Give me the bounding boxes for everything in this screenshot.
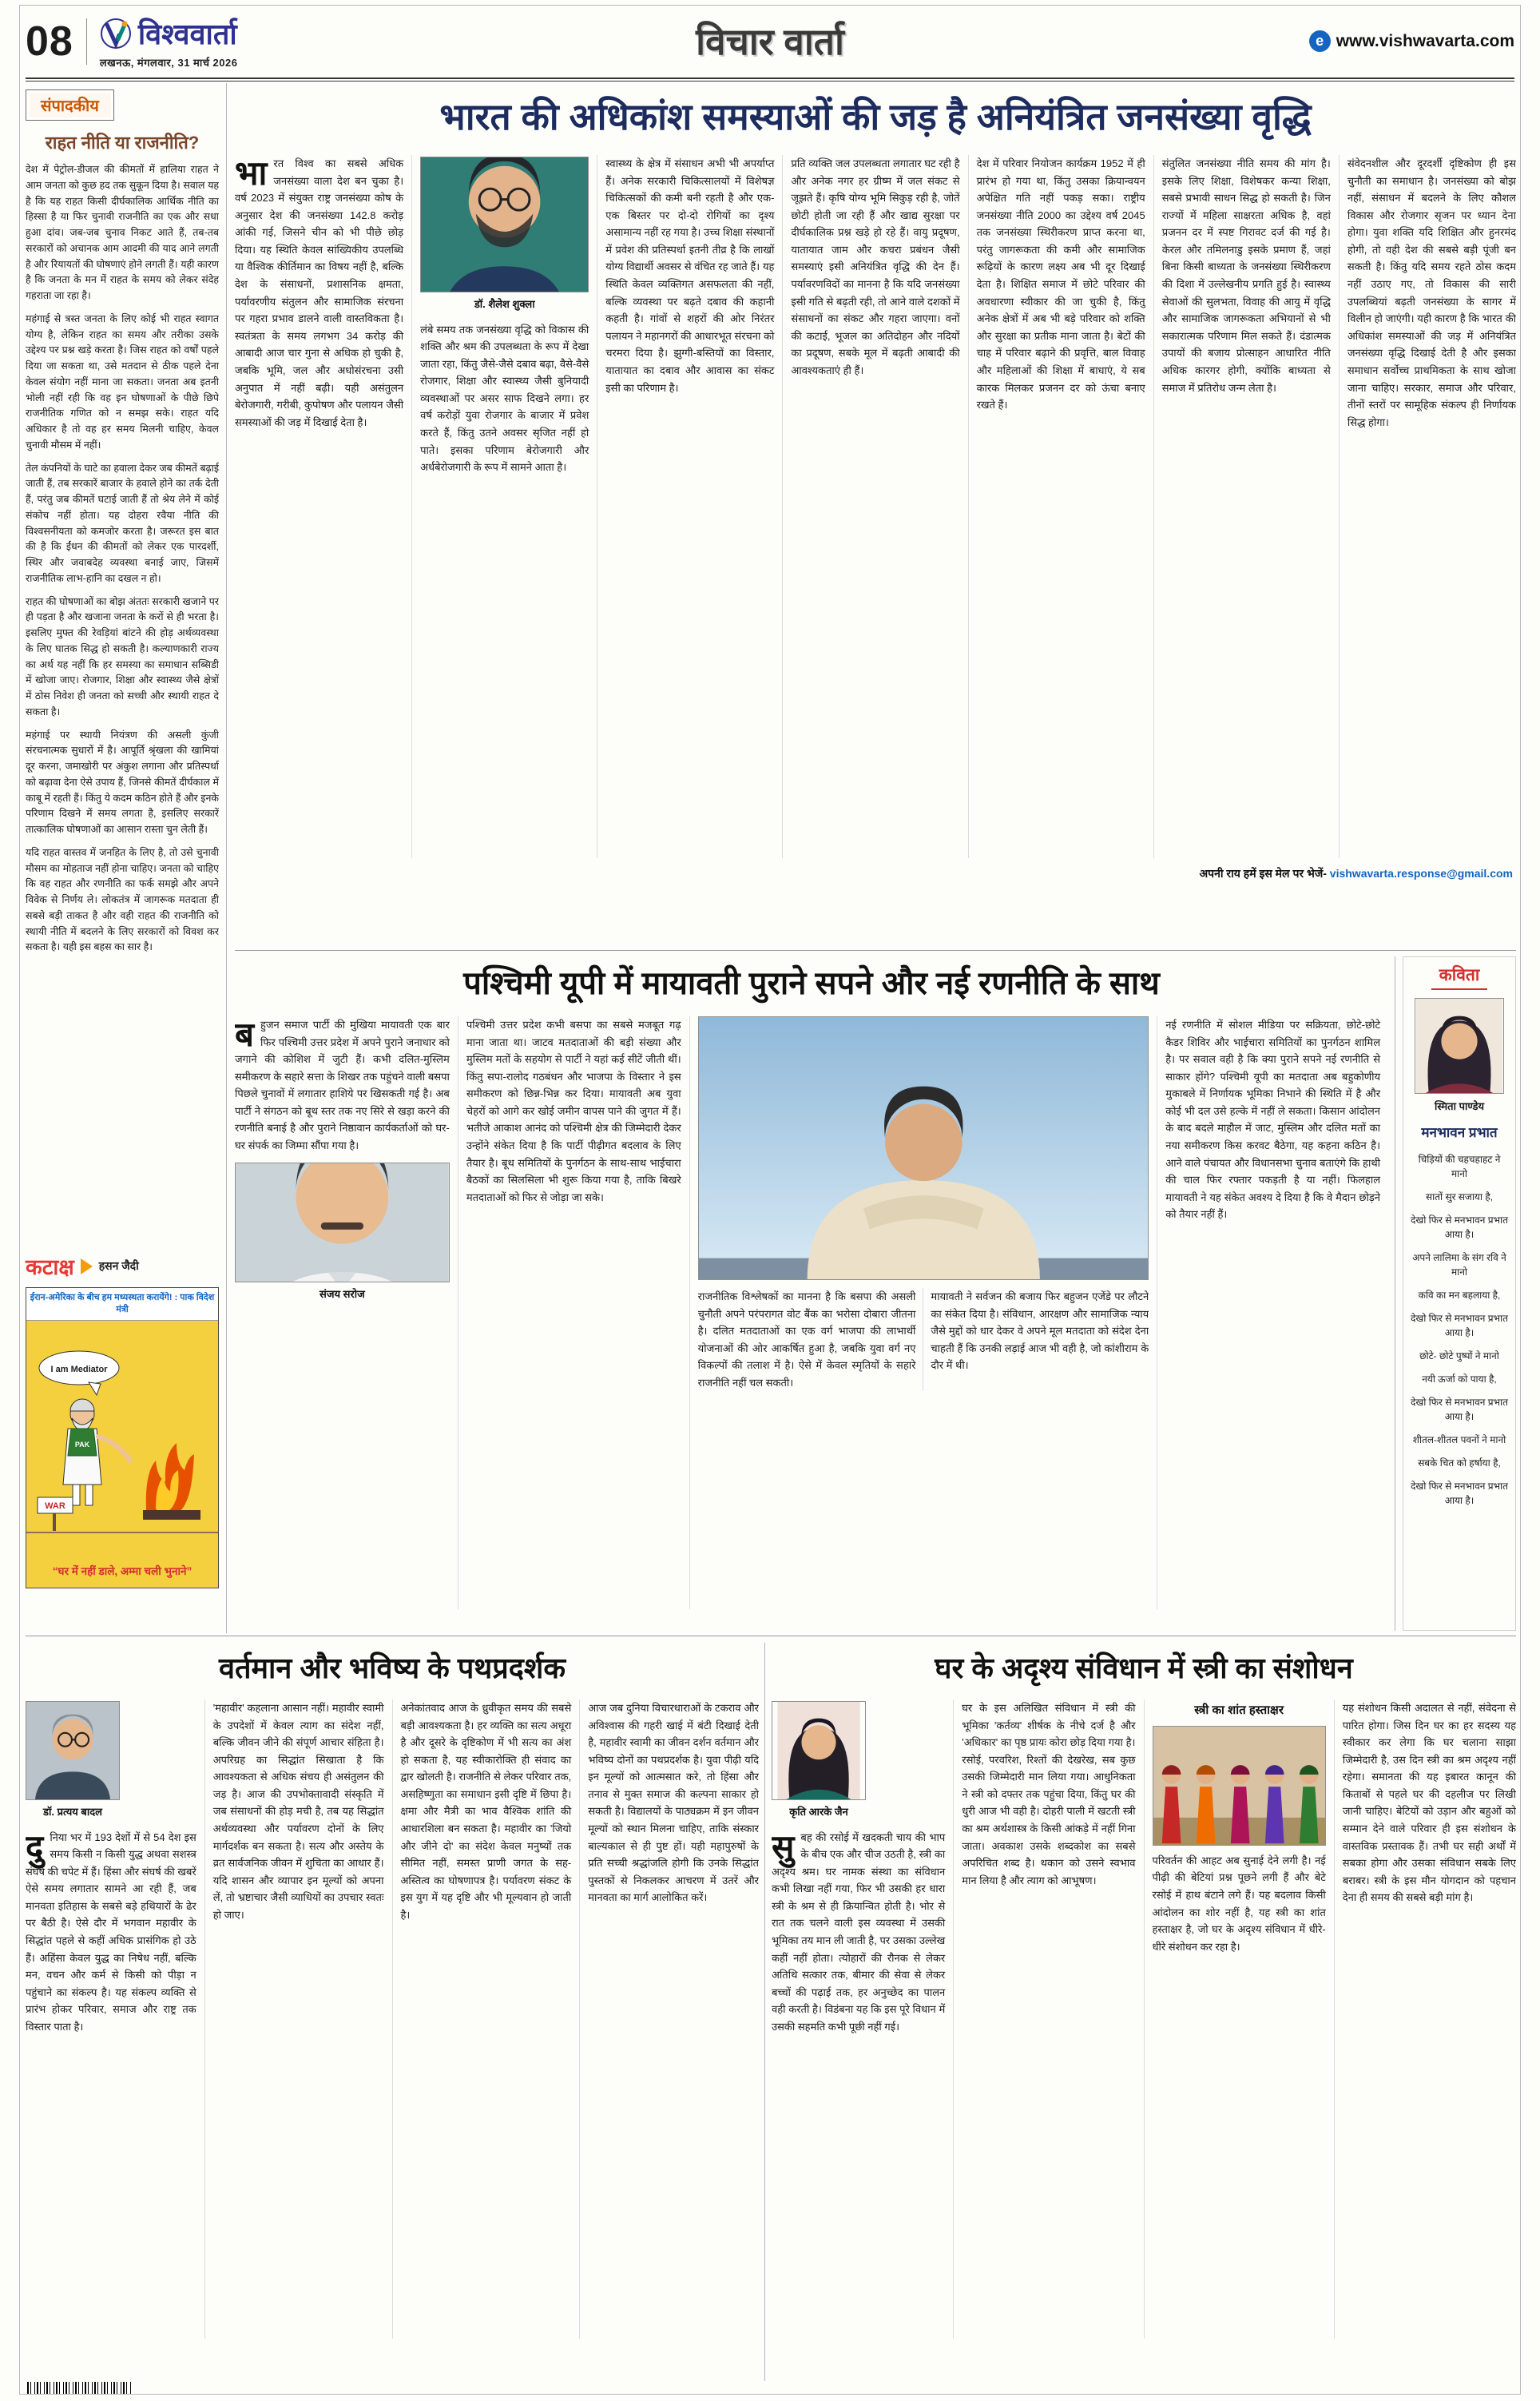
article-column	[458, 1016, 689, 1609]
poem-author-photo	[1415, 998, 1504, 1094]
article-column	[698, 1288, 923, 1391]
mayawati-columns	[235, 1016, 1388, 1609]
cartoon-speech-text: I am Mediator	[50, 1364, 108, 1374]
article-column	[204, 1699, 392, 2339]
cartoon-top-caption: ईरान-अमेरिका के बीच हम मध्यस्थता करायेंगे! : पाक विदेश मंत्री	[26, 1288, 218, 1321]
poem-line: देखो फिर से मनभावन प्रभात आया है।	[1411, 1481, 1508, 1506]
article-column	[1144, 1699, 1334, 2339]
poem-line: नयी ऊर्जा को पाया है,	[1422, 1373, 1497, 1385]
stree-author-name: कृति आरके जैन	[789, 1806, 848, 1818]
feedback-note: अपनी राय हमें इस मेल पर भेजें-	[1199, 867, 1327, 880]
article-column	[782, 155, 967, 858]
article-column	[953, 1699, 1143, 2339]
column-rule	[226, 83, 227, 1633]
drop-cap: भा	[235, 155, 268, 192]
column-text: स्वास्थ्य के क्षेत्र में संसाधन अभी भी अपर्याप्त हैं। अनेक सरकारी चिकित्सालयों में विशेषज्ञ चिकित्सकों की कमी बनी रहती है और एक-एक बिस्तर पर दो-दो रोगियों का दृश्य असामान्य नहीं रह गया है। उच्च शिक्षा संस्थानों में प्रवेश की प्रतिस्पर्धा इतनी तीव्र है कि लाखों योग्य विद्यार्थी अवसर से वंचित रह जाते हैं। यह स्थिति केवल व्यक्तिगत असफलता की नहीं, बल्कि व्यवस्था पर बढ़ते दबाव की कहानी कहती है। गांवों से शहरों की ओर निरंतर पलायन ने महानगरों की आधारभूत संरचना को चरमरा दिया है। झुग्गी-बस्तियों का विस्तार, यातायात का दबाव और आवास का संकट इसी का परिणाम है।	[605, 157, 775, 394]
editorial-paragraph: राहत की घोषणाओं का बोझ अंततः सरकारी खजाने पर ही पड़ता है और खजाना जनता के करों से ही भरता है। इसलिए मुफ्त की रेवड़ियां बांटने की होड़ अर्थव्यवस्था के लिए घातक सिद्ध हो सकती है। कल्याणकारी राज्य का अर्थ यह नहीं कि हर समस्या का समाधान सब्सिडी में खोजा जाए। रोजगार, शिक्षा और स्वास्थ्य जैसे क्षेत्रों में ठोस निवेश ही जनता को सच्ची और स्थायी राहत दे सकता है।	[26, 595, 219, 718]
editorial-paragraph: महंगाई से त्रस्त जनता के लिए कोई भी राहत स्वागत योग्य है, लेकिन राहत का समय और तरीका उसके उद्देश्य पर प्रश्न खड़े करता है। जिस राहत को वर्षों पहले दिया जा सकता था, उसे मतदान से ठीक पहले देना केवल संयोग नहीं माना जा सकता। जनता अब इतनी भोली नहीं रही कि वह इन घोषणाओं के पीछे छिपे राजनीतिक गणित को न समझ सके। राहत यदि अधिकार है तो वह हर समय मिलनी चाहिए, केवल चुनावी मौसम में नहीं।	[26, 312, 219, 451]
editorial-paragraph: महंगाई पर स्थायी नियंत्रण की असली कुंजी संरचनात्मक सुधारों में है। आपूर्ति श्रृंखला की खामियां दूर करना, जमाखोरी पर अंकुश लगाना और प्रतिस्पर्धा को बढ़ावा देना ऐसे उपाय हैं, जिनसे कीमतें दीर्घकाल में काबू में रहती हैं। किंतु ये कदम कठिन होते हैं और इनके परिणाम दिखने में समय लगता है, इसलिए सरकारें तात्कालिक घोषणाओं का आसान रास्ता चुन लेती हैं।	[26, 729, 219, 835]
drop-cap: दु	[26, 1827, 44, 1866]
guides-author-photo	[26, 1701, 120, 1800]
cartoon-box	[26, 1287, 219, 1588]
editorial-paragraph: देश में पेट्रोल-डीजल की कीमतों में हालिया राहत ने आम जनता को कुछ हद तक सुकून दिया है। सवाल यह है कि यह राहत किसी दीर्घकालिक आर्थिक नीति का हिस्सा है या फिर चुनावी राजनीति का एक और सधा हुआ दांव। जब-जब चुनाव निकट आते हैं, तब-तब सरकारों को अचानक आम आदमी की याद आने लगती है और रियायतों की घोषणाएं होने लगती हैं। यही कारण है कि जनता के मन में राहत के समय को लेकर संदेह गहराता जा रहा है।	[26, 164, 219, 301]
poem-line: देखो फिर से मनभावन प्रभात आया है।	[1411, 1214, 1508, 1240]
column-text: संवेदनशील और दूरदर्शी दृष्टिकोण ही इस चुनौती का समाधान है। जनसंख्या को बोझ नहीं, संसाधन में बदलने के लिए कौशल विकास और रोजगार सृजन पर ध्यान देना होगा। युवा शक्ति यदि शिक्षित और हुनरमंद होगी, तो वही देश की सबसे बड़ी पूंजी बन सकती है। किंतु यदि समय रहते ठोस कदम नहीं उठाए गए, तो विकास की सारी उपलब्धियां बढ़ती जनसंख्या के सागर में विलीन हो जाएंगी। यही कारण है कि भारत की अधिकांश समस्याओं की जड़ में अनियंत्रित जनसंख्या वृद्धि दिखाई देती है और इसका समाधान सर्वोच्च प्राथमिकता के साथ खोजा जाना चाहिए। सरकार, समाज और परिवार, तीनों स्तरों पर सामूहिक संकल्प ही निर्णायक सिद्ध होगा।	[1347, 157, 1516, 428]
maya-author-photo	[235, 1163, 450, 1282]
cartoon-figure-label: PAK	[74, 1440, 90, 1449]
column-text: प्रति व्यक्ति जल उपलब्धता लगातार घट रही है और अनेक नगर हर ग्रीष्म में जल संकट से जूझते हैं। कृषि योग्य भूमि सिकुड़ रही है, जोतें छोटी होती जा रही हैं और खाद्य सुरक्षा पर दीर्घकालिक प्रश्न खड़े हो रहे हैं। वायु प्रदूषण, यातायात जाम और कचरा प्रबंधन जैसी समस्याएं इसी अनियंत्रित वृद्धि की देन हैं। पर्यावरणविदों का मानना है कि यदि जनसंख्या इसी गति से बढ़ती रही, तो आने वाले दशकों में संसाधनों का संकट और गहरा जाएगा। वनों की कटाई, भूजल का अतिदोहन और नदियों का प्रदूषण, सबके मूल में बढ़ती आबादी की आवश्यकताएं ही हैं।	[791, 157, 960, 376]
stree-author-figure	[772, 1701, 866, 1823]
editorial-headline: राहत नीति या राजनीति?	[45, 133, 200, 153]
mayawati-photo-figure	[698, 1016, 1149, 1280]
main-author-figure	[420, 157, 589, 315]
mayawati-photo	[698, 1016, 1149, 1280]
editorial-paragraph: तेल कंपनियों के घाटे का हवाला देकर जब कीमतें बढ़ाई जाती हैं, तब सरकारें बाजार के हवाले होने का तर्क देती हैं, परंतु जब कीमतें घटाई जाती हैं तो श्रेय लेने में कोई संकोच नहीं होता। यह दोहरा रवैया नीति की विश्वसनीयता को कमजोर करता है। जरूरत इस बात की है कि ईंधन की कीमतों को लेकर एक पारदर्शी, स्थिर और जवाबदेह व्यवस्था बनाई जाए, जिसमें राजनीतिक लाभ-हानि का दखल न हो।	[26, 462, 219, 584]
masthead-rule	[26, 78, 1514, 81]
stree-group-photo	[1153, 1726, 1326, 1846]
article-column	[579, 1699, 759, 2339]
stree-columns	[772, 1699, 1516, 2339]
masthead	[26, 10, 1514, 74]
column-text: 'महावीर' कहलाना आसान नहीं। महावीर स्वामी के उपदेशों में केवल त्याग का संदेश नहीं, बल्कि जीवन जीने की संपूर्ण आचार संहिता है। अपरिग्रह का सिद्धांत सिखाता है कि आवश्यकता से अधिक संचय ही असंतुलन की जड़ है। आज की उपभोक्तावादी संस्कृति में जब संसाधनों की होड़ मची है, तब यह सिद्धांत अर्थव्यवस्था और पर्यावरण दोनों के लिए मार्गदर्शक बन सकता है। सत्य और अस्तेय के व्रत सार्वजनिक जीवन में शुचिता का आधार हैं। यदि शासन और व्यापार इन मूल्यों को अपना लें, तो भ्रष्टाचार जैसी व्याधियों का उपचार स्वतः हो जाए।	[212, 1702, 384, 1921]
article-column	[26, 1699, 204, 2339]
column-text: परिवर्तन की आहट अब सुनाई देने लगी है। नई पीढ़ी की बेटियां प्रश्न पूछने लगी हैं और बेटे रसोई में हाथ बंटाने लगे हैं। यह बदलाव किसी आंदोलन का शोर नहीं है, यह स्त्री का शांत हस्ताक्षर है, जो घर के अदृश्य संविधान में धीरे-धीरे संशोधन कर रहा है।	[1152, 1854, 1326, 1953]
article-column	[1339, 155, 1516, 858]
column-text: बह की रसोई में खदकती चाय की भाप के बीच एक और चीज उठती है, स्त्री का अदृश्य श्रम। घर नामक संस्था का संविधान कभी लिखा नहीं गया, फिर भी उसकी हर धारा स्त्री के श्रम से ही क्रियान्वित होती है। भोर से रात तक चलने वाली इस व्यवस्था में उसकी भूमिका तय मान ली जाती है, पर उसका उल्लेख कहीं नहीं होता। त्योहारों की रौनक से लेकर अतिथि सत्कार तक, बीमार की सेवा से लेकर बच्चों की पढ़ाई तक, हर अनुच्छेद का पालन वही करती है। विडंबना यह कि इस पूरे विधान में उसकी सहमति कभी पूछी नहीं गई।	[772, 1831, 946, 2033]
poem-line: चिड़ियों की चहचहाहट ने मानो	[1418, 1154, 1501, 1179]
stree-photo-caption: स्त्री का शांत हस्ताक्षर	[1194, 1703, 1284, 1717]
column-text: मायावती ने सर्वजन की बजाय फिर बहुजन एजेंडे पर लौटने का संकेत दिया है। संविधान, आरक्षण और सामाजिक न्याय जैसे मुद्दों को धार देकर वे अपने मूल मतदाता को संदेश देना चाहती हैं कि उनकी लड़ाई आज भी वही है, जो कांशीराम के दौर में थी।	[931, 1290, 1149, 1372]
main-author-photo	[420, 157, 589, 292]
article-column	[968, 155, 1153, 858]
brand-block	[100, 14, 238, 70]
poem-line: शीतल-शीतल पवनों ने मानो	[1412, 1434, 1506, 1445]
brand-logo-icon	[100, 18, 132, 50]
feedback-line	[235, 866, 1516, 881]
sub-columns	[698, 1288, 1149, 1391]
column-text: लंबे समय तक जनसंख्या वृद्धि को विकास की शक्ति और श्रम की उपलब्धता के रूप में देखा जाता रहा, किंतु जैसे-जैसे दबाव बढ़ा, वैसे-वैसे रोजगार, शिक्षा और स्वास्थ्य जैसी बुनियादी व्यवस्थाओं पर असर साफ दिखने लगा। हर वर्ष करोड़ों युवा रोजगार के बाजार में प्रवेश करते हैं, किंतु उतने अवसर सृजित नहीं हो पाते। इसका परिणाम बेरोजगारी और अर्धबेरोजगारी के रूप में सामने आता है।	[420, 323, 589, 474]
article-column	[411, 155, 597, 858]
maya-author-figure	[235, 1163, 450, 1305]
poem-section-label: कविता	[1431, 964, 1488, 990]
website-block[interactable]	[1309, 30, 1514, 52]
stree-article	[772, 1643, 1516, 2384]
kataksh-arrow-icon	[81, 1258, 93, 1274]
column-text: राजनीतिक विश्लेषकों का मानना है कि बसपा की असली चुनौती अपने परंपरागत वोट बैंक का भरोसा दोबारा जीतना है। दलित मतदाताओं का एक वर्ग भाजपा की लाभार्थी योजनाओं की ओर आकर्षित हुआ है, जबकि युवा वर्ग नए विकल्पों की तलाश में है। ऐसे में केवल स्मृतियों के सहारे राजनीति नहीं चल सकती।	[697, 1290, 916, 1389]
column-text: संतुलित जनसंख्या नीति समय की मांग है। इसके लिए शिक्षा, विशेषकर कन्या शिक्षा, सबसे प्रभावी साधन सिद्ध हो सकती है। जिन राज्यों में महिला साक्षरता अधिक है, वहां प्रजनन दर में स्पष्ट गिरावट दर्ज की गई है। केरल और तमिलनाडु इसके प्रमाण हैं, जहां बिना किसी बाध्यता के जनसंख्या स्थिरीकरण की दिशा में उल्लेखनीय प्रगति हुई है। स्वास्थ्य सेवाओं की सुलभता, विवाह की आयु में वृद्धि और सामाजिक जागरूकता अभियानों से भी सकारात्मक परिणाम मिल सकते हैं। दंडात्मक उपायों की बजाय प्रोत्साहन आधारित नीति अधिक कारगर होगी, क्योंकि बाध्यता से समाज में प्रतिरोध जन्म लेता है।	[1161, 157, 1331, 394]
poem-line: कवि का मन बहलाया है,	[1418, 1290, 1501, 1301]
column-text: निया भर में 193 देशों में से 54 देश इस समय किसी न किसी युद्ध अथवा सशस्त्र संघर्ष की चपेट में हैं। हिंसा और संघर्ष की खबरें ऐसे समय लगातार सामने आ रही हैं, जब मानवता इतिहास के सबसे बड़े हथियारों के ढेर पर बैठी है। ऐसे दौर में भगवान महावीर के सिद्धांत पहले से कहीं अधिक प्रासंगिक हो उठे हैं। अहिंसा केवल युद्ध का निषेध नहीं, बल्कि मन, वचन और कर्म से किसी को पीड़ा न पहुंचाने का संकल्प है। यह संकल्प व्यक्ति से प्रारंभ होकर परिवार, समाज और राष्ट्र तक विस्तार पाता है।	[26, 1831, 196, 2033]
column-text: नई रणनीति में सोशल मीडिया पर सक्रियता, छोटे-छोटे कैडर शिविर और भाईचारा समितियों का पुनर्गठन शामिल है। पर सवाल वही है कि क्या पुराने सपने नई रणनीति से साकार होंगे? पश्चिमी यूपी का मतदाता अब बहुकोणीय मुकाबले में निर्णायक भूमिका निभाने की स्थिति में है और कोई भी दल उसे हल्के में नहीं ले सकता। किसान आंदोलन के बाद बदले माहौल में जाट, मुस्लिम और दलित मतों का नया समीकरण किस करवट बैठेगा, यह कहना कठिन है। आने वाले पंचायत और विधानसभा चुनाव बताएंगे कि हाथी की चाल फिर रफ्तार पकड़ती है या नहीं। फिलहाल मायावती ने यह संकेत अवश्य दे दिया है कि वे मैदान छोड़ने को तैयार नहीं हैं।	[1165, 1019, 1381, 1221]
article-column	[772, 1699, 953, 2339]
kataksh-header	[26, 1251, 219, 1281]
guides-columns	[26, 1699, 759, 2339]
barcode	[27, 2382, 133, 2394]
masthead-divider	[86, 18, 87, 65]
article-column	[1153, 155, 1339, 858]
main-article-headline: भारत की अधिकांश समस्याओं की जड़ है अनियंत्रित जनसंख्या वृद्धि	[439, 96, 1312, 137]
poem-line: देखो फिर से मनभावन प्रभात आया है।	[1411, 1397, 1508, 1422]
column-text: घर के इस अलिखित संविधान में स्त्री की भूमिका 'कर्तव्य' शीर्षक के नीचे दर्ज है और 'अधिकार' का पृष्ठ प्रायः कोरा छोड़ दिया गया है। रसोई, परवरिश, रिश्तों की देखरेख, सब कुछ उसकी जिम्मेदारी मान लिया गया। आधुनिकता ने स्त्री को दफ्तर तक पहुंचा दिया, किंतु घर की धुरी आज भी वही है। दोहरी पाली में खटती स्त्री का श्रम अर्थशास्त्र के किसी आंकड़े में नहीं गिना जाता। अवकाश उसके शब्दकोश का सबसे अपरिचित शब्द है। थकान को उसने स्वभाव मान लिया है और त्याग को आभूषण।	[962, 1702, 1136, 1886]
drop-cap: ब	[235, 1016, 254, 1053]
guides-headline: वर्तमान और भविष्य के पथप्रदर्शक	[218, 1652, 566, 1684]
column-text: हुजन समाज पार्टी की मुखिया मायावती एक बार फिर पश्चिमी उत्तर प्रदेश में अपने पुराने जनाधार को जगाने की कोशिश में जुटी हैं। कभी दलित-मुस्लिम समीकरण के सहारे सत्ता के शिखर तक पहुंचने वाली बसपा पिछले चुनावों में लगातार हाशिये पर खिसकती गई है। अब पार्टी ने संगठन को बूथ स्तर तक नए सिरे से खड़ा करने की रणनीति बनाई है और पुराने निष्ठावान कार्यकर्ताओं को घर-घर संपर्क का जिम्मा सौंपा गया है।	[235, 1019, 450, 1152]
poem-author-name: स्मिता पाण्डेय	[1434, 1100, 1484, 1112]
mayawati-article	[235, 956, 1388, 1631]
main-article-columns	[235, 155, 1516, 858]
article-column	[235, 155, 411, 858]
stree-author-photo	[772, 1701, 866, 1800]
page-number: 08	[26, 18, 73, 65]
poem-sidebar	[1403, 956, 1516, 1631]
guides-author-figure	[26, 1701, 120, 1823]
website-icon: e	[1309, 30, 1331, 52]
edition-dateline: लखनऊ, मंगलवार, 31 मार्च 2026	[99, 57, 238, 69]
poem-title: मनभावन प्रभात	[1421, 1125, 1498, 1140]
drop-cap: सु	[772, 1827, 795, 1866]
article-column	[1334, 1699, 1516, 2339]
article-column	[597, 155, 782, 858]
article-column	[235, 1016, 458, 1609]
editorial-paragraph: यदि राहत वास्तव में जनहित के लिए है, तो उसे चुनावी मौसम का मोहताज नहीं होना चाहिए। जनता को चाहिए कि वह राहत और रणनीति का फर्क समझे और अपने विवेक से निर्णय ले। लोकतंत्र में जागरूक मतदाता ही सबसे बड़ी ताकत है और वही राहत की राजनीति को स्थायी नीति में बदलने के लिए सरकारों को विवश कर सकता है। यही इस बहस का सार है।	[26, 846, 219, 953]
editorial-column	[26, 89, 219, 1245]
column-text: अनेकांतवाद आज के ध्रुवीकृत समय की सबसे बड़ी आवश्यकता है। हर व्यक्ति का सत्य अधूरा है और दूसरे के दृष्टिकोण में भी सत्य का अंश हो सकता है, यह स्वीकारोक्ति ही संवाद का द्वार खोलती है। राजनीति से लेकर परिवार तक, असहिष्णुता का समाधान इसी दृष्टि में छिपा है। क्षमा और मैत्री का भाव वैश्विक शांति की आधारशिला बन सकता है। महावीर का 'जियो और जीने दो' का संदेश केवल मनुष्यों तक सीमित नहीं, समस्त प्राणी जगत के सह-अस्तित्व का घोषणापत्र है। पर्यावरण संकट के इस युग में यह दृष्टि और भी मूल्यवान हो जाती है।	[400, 1702, 572, 1921]
poem-author-figure	[1409, 998, 1510, 1094]
article-column-group	[689, 1016, 1157, 1609]
column-text: रत विश्व का सबसे अधिक जनसंख्या वाला देश बन चुका है। वर्ष 2023 में संयुक्त राष्ट्र जनसंख्या कोष के अनुसार देश की जनसंख्या 142.8 करोड़ आंकी गई, जिसने चीन को भी पीछे छोड़ दिया। यह स्थिति केवल सांख्यिकीय उपलब्धि या वैश्विक कीर्तिमान का विषय नहीं है, बल्कि देश के संसाधनों, प्रशासनिक क्षमता, पर्यावरणीय संतुलन और सामाजिक संरचना पर गहरा प्रभाव डालने वाली वास्तविकता है। स्वतंत्रता के समय लगभग 34 करोड़ की आबादी आज चार गुना से अधिक हो चुकी है, जबकि भूमि, जल और अधोसंरचना उसी अनुपात में नहीं बढ़ी। यही असंतुलन बेरोजगारी, गरीबी, कुपोषण और पलायन जैसी समस्याओं की जड़ में दिखाई देता है।	[235, 157, 404, 428]
poem-line: अपने लालिमा के संग रवि ने मानो	[1412, 1252, 1506, 1278]
column-text: देश में परिवार नियोजन कार्यक्रम 1952 में ही प्रारंभ हो गया था, किंतु उसका क्रियान्वयन अपेक्षित गति नहीं पकड़ सका। राष्ट्रीय जनसंख्या नीति 2000 का उद्देश्य वर्ष 2045 तक जनसंख्या स्थिरीकरण प्राप्त करना था, परंतु जागरूकता की कमी और सामाजिक रूढ़ियों के कारण लक्ष्य अब भी दूर दिखाई देता है। शिक्षित समाज में छोटे परिवार की अवधारणा स्वीकार की जा चुकी है, किंतु अनेक क्षेत्रों में अब भी बड़े परिवार को शक्ति और सुरक्षा का प्रतीक माना जाता है। बेटों की चाह में परिवार बढ़ाने की प्रवृत्ति, बाल विवाह और महिलाओं की शिक्षा में बाधाएं, ये सब कारक मिलकर प्रजनन दर को ऊंचा बनाए रखते हैं।	[976, 157, 1145, 411]
column-text: आज जब दुनिया विचारधाराओं के टकराव और अविश्वास की गहरी खाई में बंटी दिखाई देती है, महावीर स्वामी का जीवन दर्शन वर्तमान और भविष्य दोनों का पथप्रदर्शक है। युवा पीढ़ी यदि इन मूल्यों को आत्मसात करे, तो हिंसा और तनाव से मुक्त समाज की कल्पना साकार हो सकती है। विद्यालयों के पाठ्यक्रम में इन जीवन मूल्यों को स्थान मिलना चाहिए, ताकि संस्कार बाल्यकाल से ही पुष्ट हों। यही महापुरुषों के प्रति सच्ची श्रद्धांजलि होगी कि उनके सिद्धांत पुस्तकों से निकलकर आचरण में उतरें और मानवता का मार्ग आलोकित करें।	[588, 1702, 759, 1904]
column-rule	[764, 1643, 765, 2381]
guides-article	[26, 1643, 759, 2384]
article-column	[923, 1288, 1149, 1391]
main-article	[235, 83, 1516, 948]
poem-line: देखो फिर से मनभावन प्रभात आया है।	[1411, 1313, 1508, 1338]
brand-name: विश्ववार्ता	[137, 18, 237, 50]
maya-author-name: संजय सरोज	[320, 1287, 365, 1300]
article-column	[392, 1699, 580, 2339]
editorial-section-label: संपादकीय	[26, 89, 114, 121]
column-text: पश्चिमी उत्तर प्रदेश कभी बसपा का सबसे मजबूत गढ़ माना जाता था। जाटव मतदाताओं की बड़ी संख्या और मुस्लिम मतों के सहयोग से पार्टी ने यहां कई सीटें जीती थीं। किंतु सपा-रालोद गठबंधन और भाजपा के विस्तार ने इस समीकरण को छिन्न-भिन्न कर दिया। मायावती अब युवा चेहरों को आगे कर खोई जमीन वापस पाने की जुगत में हैं। भतीजे आकाश आनंद को पश्चिमी क्षेत्र की जिम्मेदारी देकर उन्होंने संकेत दिया है कि पार्टी पीढ़ीगत बदलाव के लिए तैयार है। बूथ समितियों के पुनर्गठन के साथ-साथ भाईचारा बैठकों का सिलसिला भी शुरू किया गया है, ताकि बिखरे मतदाताओं को फिर से जोड़ा जा सके।	[466, 1019, 681, 1203]
mayawati-headline: पश्चिमी यूपी में मायावती पुराने सपने और नई रणनीति के साथ	[463, 966, 1160, 1001]
kataksh-label: कटाक्ष	[26, 1255, 74, 1279]
article-column	[1157, 1016, 1388, 1609]
poem-line: छोटे- छोटे पुष्पों ने मानो	[1419, 1350, 1499, 1361]
feedback-email-link[interactable]: vishwavarta.response@gmail.com	[1329, 867, 1513, 880]
main-author-name: डॉ. शैलेश शुक्ला	[474, 298, 535, 310]
section-rule	[235, 950, 1516, 951]
cartoon-war-sign: WAR	[45, 1501, 65, 1511]
cartoon-drawing	[26, 1321, 218, 1560]
poem-line: सातों सुर सजाया है,	[1425, 1191, 1494, 1202]
cartoonist-name: हसन जैदी	[98, 1259, 139, 1272]
stree-group-figure	[1153, 1726, 1326, 1846]
stree-headline: घर के अदृश्य संविधान में स्त्री का संशोधन	[935, 1652, 1353, 1684]
masthead-title: विचार वार्ता	[696, 21, 844, 62]
kataksh-section	[26, 1251, 219, 1630]
column-text: यह संशोधन किसी अदालत से नहीं, संवेदना से पारित होगा। जिस दिन घर का हर सदस्य यह स्वीकार कर लेगा कि घर चलाना साझा जिम्मेदारी है, उस दिन स्त्री का श्रम अदृश्य नहीं रहेगा। समानता की यह इबारत कानून की किताबों से पहले घर की दहलीज पर लिखी जानी चाहिए। बेटियों को उड़ान और बहुओं को सम्मान देने वाले परिवार ही इस संशोधन के वास्तविक प्रस्तावक हैं। तभी घर सही अर्थों में सबका होगा और उसका संविधान सबके लिए बराबर। स्त्री के इस मौन योगदान को पहचान देना ही समय की सबसे बड़ी मांग है।	[1342, 1702, 1516, 1904]
cartoon-bottom-caption: “घर में नहीं डाले, अम्मा चली भुनाने”	[26, 1560, 218, 1588]
poem-line: सबके चित को हर्षाया है,	[1418, 1457, 1501, 1469]
website-url[interactable]: www.vishwavarta.com	[1336, 31, 1514, 50]
guides-author-name: डॉ. प्रत्यय बादल	[43, 1806, 102, 1818]
